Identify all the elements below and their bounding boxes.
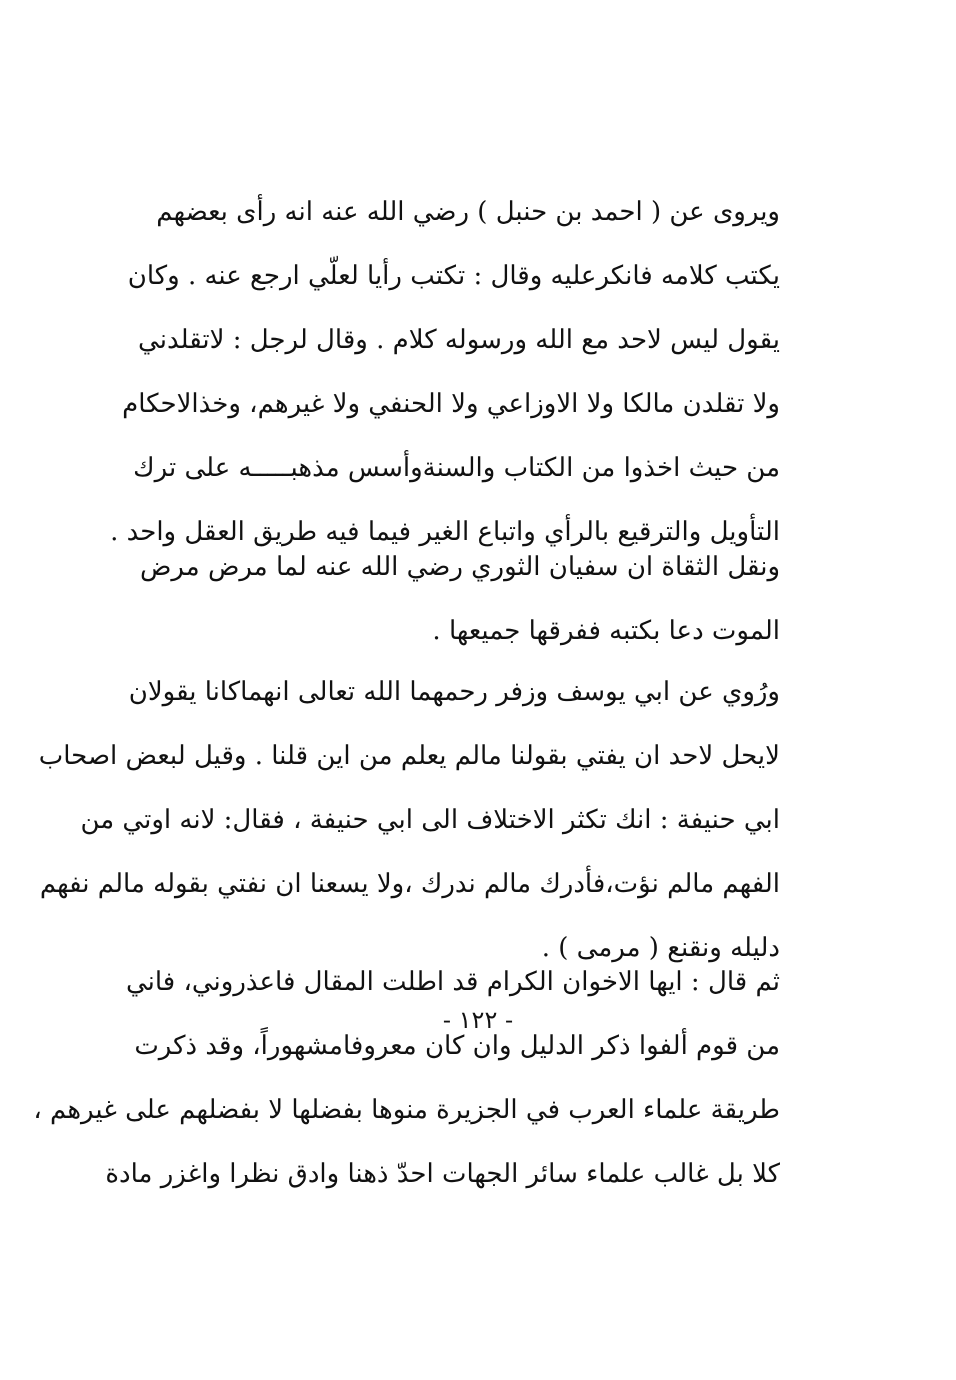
paragraph-closing-remarks [33, 950, 780, 1206]
page-number: - ١٢٢ - [442, 1006, 514, 1034]
text-line: ابي حنيفة : انك تكثر الاختلاف الى ابي حنيفة ، فقال: لانه اوتي من [80, 805, 780, 835]
text-line: التأويل والترقيع بالرأي واتباع الغير فيما فيه طريق العقل واحد . [110, 517, 780, 547]
paragraph-ibn-hanbal [110, 180, 780, 564]
paragraph-sufyan-thawri [140, 535, 780, 663]
text-line: من قوم ألفوا ذكر الدليل وان كان معروفامشهوراً، وقد ذكرت [134, 1031, 780, 1061]
text-line: لايحل لاحد ان يفتي بقولنا مالم يعلم من اين قلنا . وقيل لبعض اصحاب [38, 741, 780, 771]
text-line: يقول ليس لاحد مع الله ورسوله كلام . وقال لرجل : لاتقلدني [138, 325, 780, 355]
text-line: ولا تقلدن مالكا ولا الاوزاعي ولا الحنفي ولا غيرهم، وخذالاحكام [122, 389, 780, 419]
text-line: ورُوي عن ابي يوسف وزفر رحمهما الله تعالى انهماكانا يقولان [128, 677, 780, 707]
text-line: كلا بل غالب علماء سائر الجهات احدّ ذهنا وادق نظرا واغزر مادة [105, 1159, 780, 1189]
text-line: يكتب كلامه فانكرعليه وقال : تكتب رأيا لعلّي ارجع عنه . وكان [127, 261, 780, 291]
paragraph-abu-yusuf-zufar [38, 660, 780, 980]
text-line: دليله ونقنع ( مرمى ) . [541, 933, 780, 963]
text-line: ويروى عن ( احمد بن حنبل ) رضي الله عنه انه رأى بعضهم [156, 197, 780, 227]
text-line: من حيث اخذوا من الكتاب والسنةوأسس مذهبـــــه على ترك [133, 453, 780, 483]
text-line: ثم قال : ايها الاخوان الكرام قد اطلت المقال فاعذروني، فاني [125, 967, 780, 997]
text-line: الفهم مالم نؤت،فأدرك مالم ندرك ،ولا يسعنا ان نفتي بقوله مالم نفهم [39, 869, 780, 899]
text-line: طريقة علماء العرب في الجزيرة منوها بفضلها لا بفضلهم على غيرهم ، [33, 1095, 780, 1125]
text-line: ونقل الثقاة ان سفيان الثوري رضي الله عنه لما مرض مرض [140, 552, 780, 582]
text-line: الموت دعا بكتبه ففرقها جميعها . [432, 616, 780, 646]
